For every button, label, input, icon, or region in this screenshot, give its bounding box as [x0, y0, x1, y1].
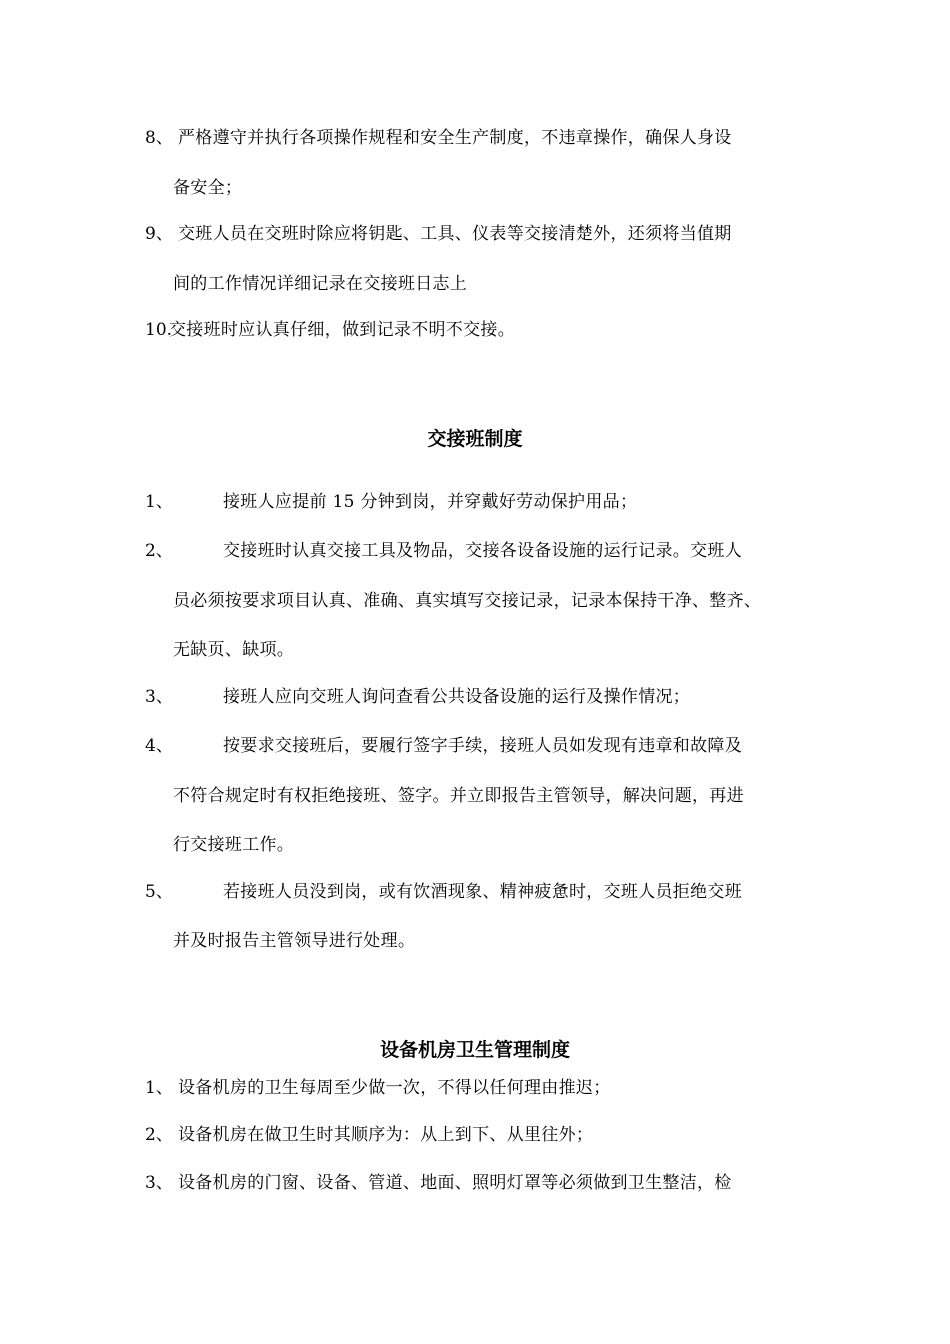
item-text: 设备机房的门窗、设备、管道、地面、照明灯罩等必须做到卫生整洁，检: [178, 1173, 732, 1193]
item-number: 3、: [145, 1173, 173, 1193]
item-number: 8、: [145, 128, 173, 148]
item-text: 不符合规定时有权拒绝接班、签字。并立即报告主管领导，解决问题，再进: [173, 786, 744, 806]
item-number: 3、: [145, 687, 173, 707]
item-text: 间的工作情况详细记录在交接班日志上: [173, 274, 468, 294]
item-text: 员必须按要求项目认真、准确、真实填写交接记录，记录本保持干净、整齐、: [173, 591, 762, 611]
item-number: 10.: [145, 320, 173, 340]
item-number: 4、: [145, 736, 173, 756]
item-number: 9、: [145, 224, 173, 244]
item-number: 2、: [145, 541, 173, 561]
item-text: 行交接班工作。: [173, 835, 295, 855]
item-text: 交接班时应认真仔细，做到记录不明不交接。: [169, 320, 515, 340]
item-number: 1、: [145, 1078, 173, 1098]
section-title: 交接班制度: [427, 428, 523, 450]
item-text: 接班人应提前 15 分钟到岗，并穿戴好劳动保护用品；: [223, 492, 638, 512]
item-text: 严格遵守并执行各项操作规程和安全生产制度，不违章操作，确保人身设: [178, 128, 732, 148]
item-text: 按要求交接班后，要履行签字手续，接班人员如发现有违章和故障及: [223, 736, 742, 756]
item-number: 2、: [145, 1125, 173, 1145]
item-text: 接班人应向交班人询问查看公共设备设施的运行及操作情况；: [223, 687, 691, 707]
item-number: 5、: [145, 882, 173, 902]
item-text: 若接班人员没到岗，或有饮酒现象、精神疲惫时，交班人员拒绝交班: [223, 882, 742, 902]
section-title: 设备机房卫生管理制度: [379, 1039, 570, 1061]
item-text: 交接班时认真交接工具及物品，交接各设备设施的运行记录。交班人: [223, 541, 742, 561]
item-text: 并及时报告主管领导进行处理。: [173, 931, 416, 951]
item-text: 交班人员在交班时除应将钥匙、工具、仪表等交接清楚外，还须将当值期: [178, 224, 732, 244]
item-text: 无缺页、缺项。: [173, 640, 295, 660]
item-text: 设备机房的卫生每周至少做一次，不得以任何理由推迟；: [178, 1078, 611, 1098]
item-text: 设备机房在做卫生时其顺序为：从上到下、从里往外；: [178, 1125, 594, 1145]
item-number: 1、: [145, 492, 173, 512]
item-text: 备安全；: [173, 178, 243, 198]
